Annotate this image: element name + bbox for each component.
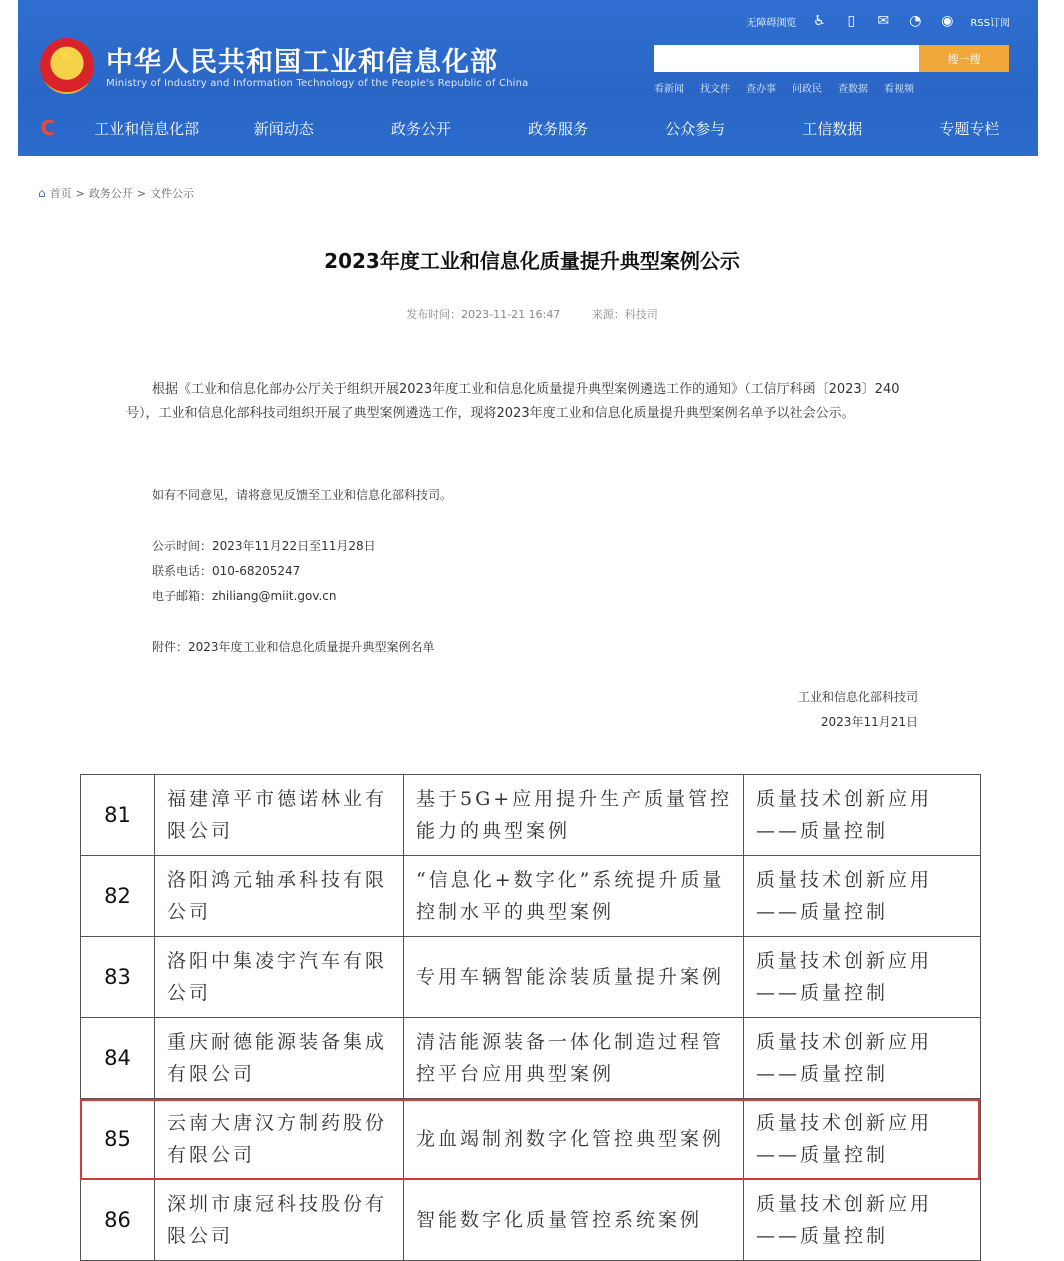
- mobile-icon[interactable]: ▯: [847, 13, 856, 29]
- main-nav: [18, 110, 1038, 146]
- table-row: [81, 775, 981, 856]
- hot-word-link[interactable]: 看视频: [884, 84, 914, 95]
- nav-item-gov-info[interactable]: 政务公开: [390, 119, 451, 138]
- hot-word-link[interactable]: 查数据: [838, 84, 868, 95]
- hot-word-link[interactable]: 找文件: [700, 84, 730, 95]
- case-table: [80, 768, 980, 1247]
- breadcrumb: [38, 185, 194, 201]
- contact-email[interactable]: 电子邮箱：zhiliang@miit.gov.cn: [152, 589, 337, 603]
- breadcrumb-gov-info[interactable]: 政务公开: [88, 187, 133, 200]
- home-logo-icon[interactable]: C: [40, 116, 56, 140]
- row-number: 86: [81, 1180, 155, 1261]
- hot-word-link[interactable]: 查办事: [746, 84, 776, 95]
- hot-word-link[interactable]: 问政民: [792, 84, 822, 95]
- hot-word-link[interactable]: 看新闻: [654, 84, 684, 95]
- notice-period: 公示时间：2023年11月22日至11月28日: [152, 539, 376, 553]
- signature-date: 2023年11月21日: [820, 715, 918, 729]
- nav-item-topics[interactable]: 专题专栏: [939, 119, 1000, 138]
- attachment-link[interactable]: 附件：2023年度工业和信息化质量提升典型案例名单: [152, 640, 435, 654]
- breadcrumb-notice[interactable]: 文件公示: [150, 187, 195, 200]
- table-row: [81, 856, 981, 937]
- hot-words: [654, 80, 914, 95]
- publish-time: 发布时间：2023-11-21 16:47: [406, 308, 561, 321]
- weibo-icon[interactable]: ◉: [941, 13, 954, 29]
- national-emblem-icon: ★: [40, 38, 94, 94]
- article-source: 来源：科技司: [591, 308, 658, 321]
- signature-org: 工业和信息化部科技司: [797, 690, 918, 704]
- article-meta: [0, 306, 1064, 322]
- top-tools: [746, 12, 1010, 30]
- company-cell: 深圳市康冠科技股份有限公司: [155, 1180, 404, 1261]
- site-subtitle: Ministry of Industry and Information Technology of the People's Republic of China: [106, 78, 529, 89]
- case-cell: 专用车辆智能涂装质量提升案例: [404, 937, 744, 1018]
- company-cell: 重庆耐德能源装备集成有限公司: [155, 1018, 404, 1099]
- nav-item-gov-service[interactable]: 政务服务: [527, 119, 588, 138]
- search-input[interactable]: [654, 45, 919, 72]
- accessibility-icon[interactable]: ♿: [813, 13, 826, 29]
- row-number: 83: [81, 937, 155, 1018]
- wechat-icon[interactable]: ◔: [909, 13, 922, 29]
- article-paragraph: 根据《工业和信息化部办公厅关于组织开展2023年度工业和信息化质量提升典型案例遴选工作的通知》（工信厅科函〔2023〕240号），工业和信息化部科技司组织开展了典型案例遴选工作，现将2023年度工业和信息化质量提升典型案例名单予以社会公示。: [126, 382, 900, 421]
- table-row: [81, 1018, 981, 1099]
- table-row: [81, 937, 981, 1018]
- case-cell: 龙血竭制剂数字化管控典型案例: [404, 1099, 744, 1180]
- contact-phone: 联系电话：010-68205247: [152, 564, 301, 578]
- category-cell: 质量技术创新应用——质量控制: [744, 1180, 981, 1261]
- company-cell: 福建漳平市德诺林业有限公司: [155, 775, 404, 856]
- company-cell: 洛阳中集凌宇汽车有限公司: [155, 937, 404, 1018]
- table-row: [81, 1180, 981, 1261]
- breadcrumb-separator: >: [136, 186, 147, 200]
- nav-item-ministry[interactable]: 工业和信息化部: [94, 119, 200, 138]
- feedback-text: 如有不同意见，请将意见反馈至工业和信息化部科技司。: [152, 488, 453, 502]
- search-button[interactable]: 搜一搜: [919, 45, 1009, 72]
- rss-link[interactable]: RSS订阅: [970, 17, 1010, 29]
- category-cell: 质量技术创新应用——质量控制: [744, 937, 981, 1018]
- row-number: 85: [81, 1099, 155, 1180]
- category-cell: 质量技术创新应用——质量控制: [744, 775, 981, 856]
- case-cell: 智能数字化质量管控系统案例: [404, 1180, 744, 1261]
- row-number: 84: [81, 1018, 155, 1099]
- case-cell: 清洁能源装备一体化制造过程管控平台应用典型案例: [404, 1018, 744, 1099]
- breadcrumb-home[interactable]: 首页: [49, 187, 72, 200]
- page-title: 2023年度工业和信息化质量提升典型案例公示: [324, 249, 740, 273]
- nav-item-news[interactable]: 新闻动态: [253, 119, 314, 138]
- site-title[interactable]: 中华人民共和国工业和信息化部: [106, 47, 498, 78]
- nav-item-participation[interactable]: 公众参与: [665, 119, 726, 138]
- accessibility-link[interactable]: 无障碍浏览: [746, 17, 797, 29]
- case-cell: 基于5G+应用提升生产质量管控能力的典型案例: [404, 775, 744, 856]
- nav-item-data[interactable]: 工信数据: [802, 119, 863, 138]
- category-cell: 质量技术创新应用——质量控制: [744, 856, 981, 937]
- category-cell: 质量技术创新应用——质量控制: [744, 1099, 981, 1180]
- category-cell: 质量技术创新应用——质量控制: [744, 1018, 981, 1099]
- case-cell: “信息化+数字化”系统提升质量控制水平的典型案例: [404, 856, 744, 937]
- home-icon[interactable]: ⌂: [38, 186, 46, 200]
- site-header: [18, 0, 1038, 156]
- row-number: 82: [81, 856, 155, 937]
- table-row-highlighted: [81, 1099, 981, 1180]
- company-cell: 洛阳鸿元轴承科技有限公司: [155, 856, 404, 937]
- mail-icon[interactable]: ✉: [877, 13, 890, 29]
- company-cell: 云南大唐汉方制药股份有限公司: [155, 1099, 404, 1180]
- row-number: 81: [81, 775, 155, 856]
- breadcrumb-separator: >: [75, 186, 85, 200]
